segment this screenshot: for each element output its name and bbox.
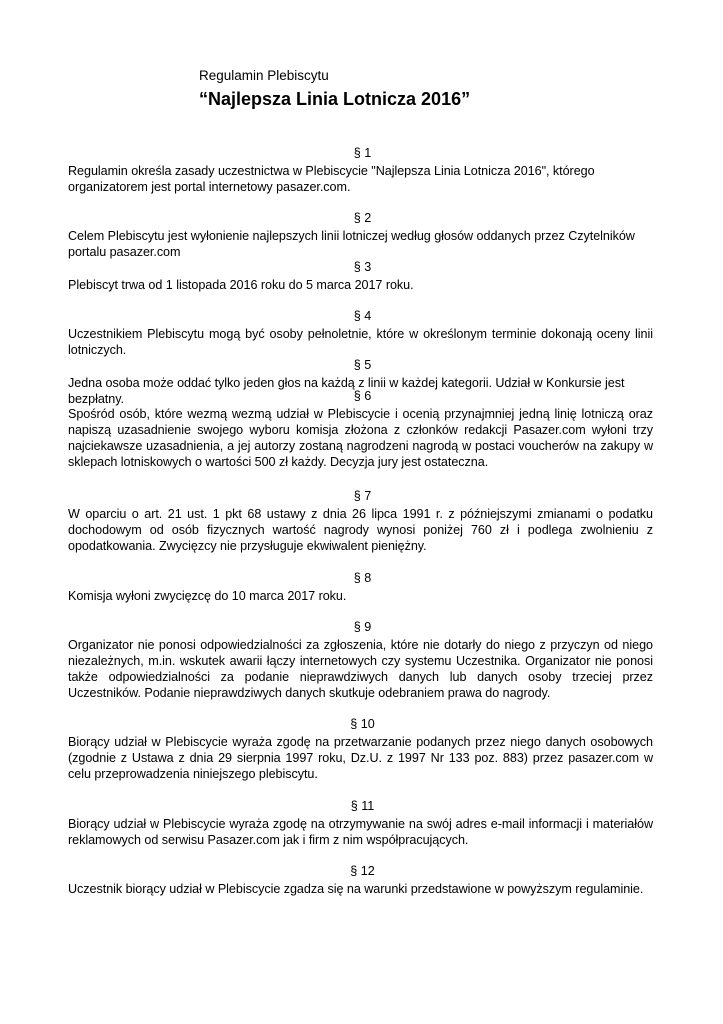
section-number: § 1 xyxy=(353,146,372,160)
section-number: § 9 xyxy=(353,620,372,634)
section-text: Komisja wyłoni zwycięzcę do 10 marca 2017 roku. xyxy=(68,589,347,603)
section-text: Plebiscyt trwa od 1 listopada 2016 roku do 5 marca 2017 roku. xyxy=(68,278,414,292)
section-number: § 11 xyxy=(350,799,375,813)
section-number: § 7 xyxy=(353,489,372,503)
document-subtitle: Regulamin Plebiscytu xyxy=(199,68,329,83)
section-text: Uczestnik biorący udział w Plebiscycie zgadza się na warunki przedstawione w powyższym regulaminie. xyxy=(68,882,644,896)
section-11 xyxy=(68,798,653,848)
section-text: Biorący udział w Plebiscycie wyraża zgodę na otrzymywanie na swój adres e-mail informacji i materiałów reklamowych od serwisu Pasazer.com jak i firm z nim współpracujących. xyxy=(68,817,653,847)
section-text: Spośród osób, które wezmą wezmą udział w Plebiscycie i ocenią przynajmniej jedną linię lotniczą oraz napiszą uzasadnienie swojego wyboru komisja złożona z członków redakcji Pasazer.com wyłoni trzy najciekawsze uzasadnienia, a jej autorzy zostaną nagrodzeni nagrodą w postaci voucherów na zakupy w sklepach lotniskowych o wartości 500 zł każdy. Decyzja jury jest ostateczna. xyxy=(68,407,653,469)
section-number: § 3 xyxy=(353,260,372,274)
section-7 xyxy=(68,488,653,554)
section-text: Regulamin określa zasady uczestnictwa w Plebiscycie "Najlepsza Linia Lotnicza 2016", którego organizatorem jest portal internetowy pasazer.com. xyxy=(68,164,595,194)
section-2 xyxy=(68,210,653,260)
section-number: § 6 xyxy=(353,389,372,403)
section-text: Jedna osoba może oddać tylko jeden głos na każdą z linii w każdej kategorii. Udział w Konkursie jest bezpłatny. xyxy=(68,376,625,406)
section-text: Biorący udział w Plebiscycie wyraża zgodę na przetwarzanie podanych przez niego danych osobowych (zgodnie z Ustawa z dnia 29 sierpnia 1997 roku, Dz.U. z 1997 Nr 133 poz. 883) przez pasazer.com w celu przeprowadzenia niniejszego plebiscytu. xyxy=(68,735,653,781)
section-number: § 5 xyxy=(353,358,372,372)
section-number: § 10 xyxy=(350,717,375,731)
section-text: W oparciu o art. 21 ust. 1 pkt 68 ustawy z dnia 26 lipca 1991 r. z późniejszymi zmianami o podatku dochodowym od osób fizycznych wartość nagrody wynosi poniżej 760 zł i podlega zwolnieniu z opodatkowania. Zwycięzcy nie przysługuje ekwiwalent pieniężny. xyxy=(68,507,653,553)
section-4 xyxy=(68,308,653,358)
section-9 xyxy=(68,619,653,701)
section-10 xyxy=(68,716,653,782)
section-8 xyxy=(68,570,653,604)
section-text: Uczestnikiem Plebiscytu mogą być osoby pełnoletnie, które w określonym terminie dokonają oceny linii lotniczych. xyxy=(68,327,653,357)
section-6 xyxy=(68,388,653,470)
section-number: § 8 xyxy=(353,571,372,585)
section-1 xyxy=(68,145,653,195)
section-text: Celem Plebiscytu jest wyłonienie najlepszych linii lotniczej według głosów oddanych przez Czytelników portalu pasazer.com xyxy=(68,229,635,259)
section-12 xyxy=(68,863,653,897)
section-3 xyxy=(68,259,653,293)
document-title: “Najlepsza Linia Lotnicza 2016” xyxy=(199,89,471,109)
section-text: Organizator nie ponosi odpowiedzialności za zgłoszenia, które nie dotarły do niego z przyczyn od niego niezależnych, m.in. wskutek awarii łączy internetowych czy systemu Uczestnika. Organizator nie ponosi także odpowiedzialności za podanie nieprawdziwych danych lub danych osoby trzeciej przez Uczestników. Podanie nieprawdziwych danych skutkuje odebraniem prawa do nagrody. xyxy=(68,638,653,700)
section-number: § 12 xyxy=(350,864,375,878)
section-number: § 2 xyxy=(353,211,372,225)
section-number: § 4 xyxy=(353,309,372,323)
